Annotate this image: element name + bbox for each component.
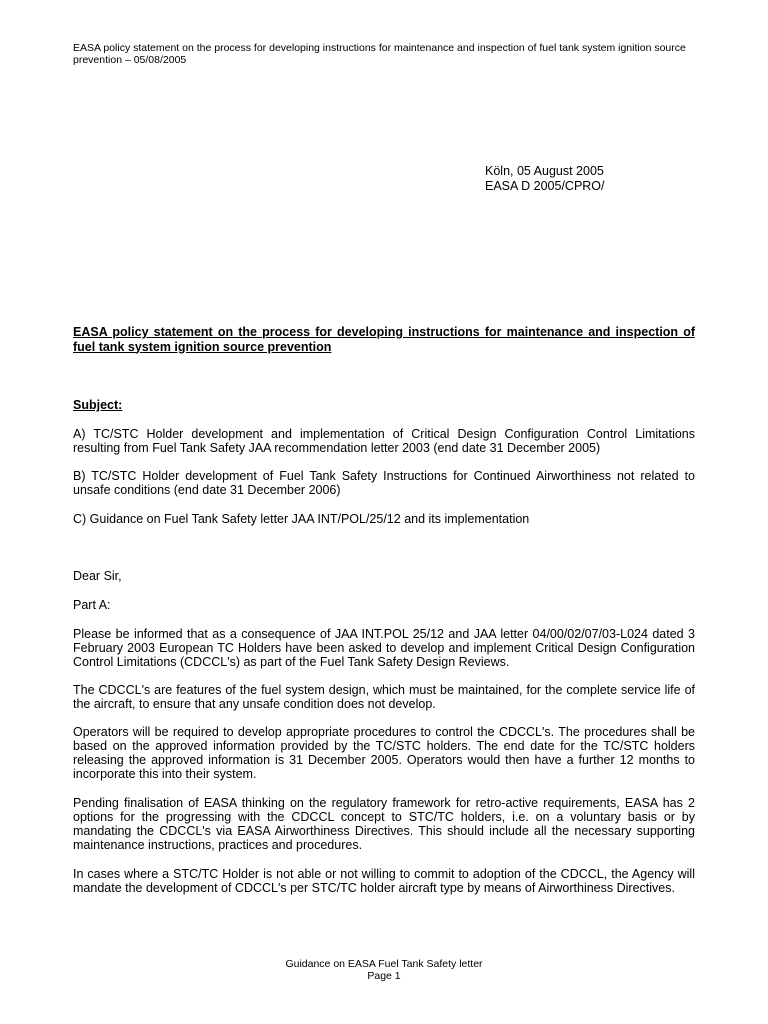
body-paragraph-2: The CDCCL's are features of the fuel system design, which must be maintained, for the complete service life of the aircraft, to ensure that any unsafe condition does not develop.	[73, 683, 695, 711]
body-paragraph-4: Pending finalisation of EASA thinking on the regulatory framework for retro-active requirements, EASA has 2 options for the progressing with the CDCCL concept to STC/TC holders, i.e. on a voluntary basis or by mandating the CDCCL's via EASA Airworthiness Directives. This should include all the necessary supporting maintenance instructions, practices and procedures.	[73, 796, 695, 852]
place-date-block	[485, 164, 605, 193]
body-paragraph-1: Please be informed that as a consequence of JAA INT.POL 25/12 and JAA letter 04/00/02/07/03-L024 dated 3 February 2003 European TC Holders have been asked to develop and implement Critical Design Configuration Control Limitations (CDCCL's) as part of the Fuel Tank Safety Design Reviews.	[73, 627, 695, 669]
salutation: Dear Sir,	[73, 569, 122, 583]
part-label: Part A:	[73, 598, 111, 612]
page-number: Page 1	[367, 970, 401, 982]
place-date: Köln, 05 August 2005	[485, 164, 604, 178]
subject-item-a: A) TC/STC Holder development and implementation of Critical Design Configuration Control Limitations resulting from Fuel Tank Safety JAA recommendation letter 2003 (end date 31 December 2005)	[73, 427, 695, 455]
subject-label: Subject:	[73, 398, 123, 412]
footer-title: Guidance on EASA Fuel Tank Safety letter	[285, 958, 483, 970]
body-paragraph-5: In cases where a STC/TC Holder is not able or not willing to commit to adoption of the CDCCL, the Agency will mandate the development of CDCCL's per STC/TC holder aircraft type by means of Airworthiness Directives.	[73, 867, 695, 895]
body-paragraph-3: Operators will be required to develop appropriate procedures to control the CDCCL's. The procedures shall be based on the approved information provided by the TC/STC holders. The end date for the TC/STC holders releasing the approved information is 31 December 2005. Operators would then have a further 12 months to incorporate this into their system.	[73, 725, 695, 781]
subject-item-c: C) Guidance on Fuel Tank Safety letter JAA INT/POL/25/12 and its implementation	[73, 512, 530, 526]
running-header: EASA policy statement on the process for developing instructions for maintenance and inspection of fuel tank system ignition source prevention – 05/08/2005	[73, 42, 686, 66]
subject-item-b: B) TC/STC Holder development of Fuel Tank Safety Instructions for Continued Airworthiness not related to unsafe conditions (end date 31 December 2006)	[73, 469, 695, 497]
reference-number: EASA D 2005/CPRO/	[485, 178, 605, 193]
document-title: EASA policy statement on the process for developing instructions for maintenance and inspection of fuel tank system ignition source prevention	[73, 325, 695, 354]
